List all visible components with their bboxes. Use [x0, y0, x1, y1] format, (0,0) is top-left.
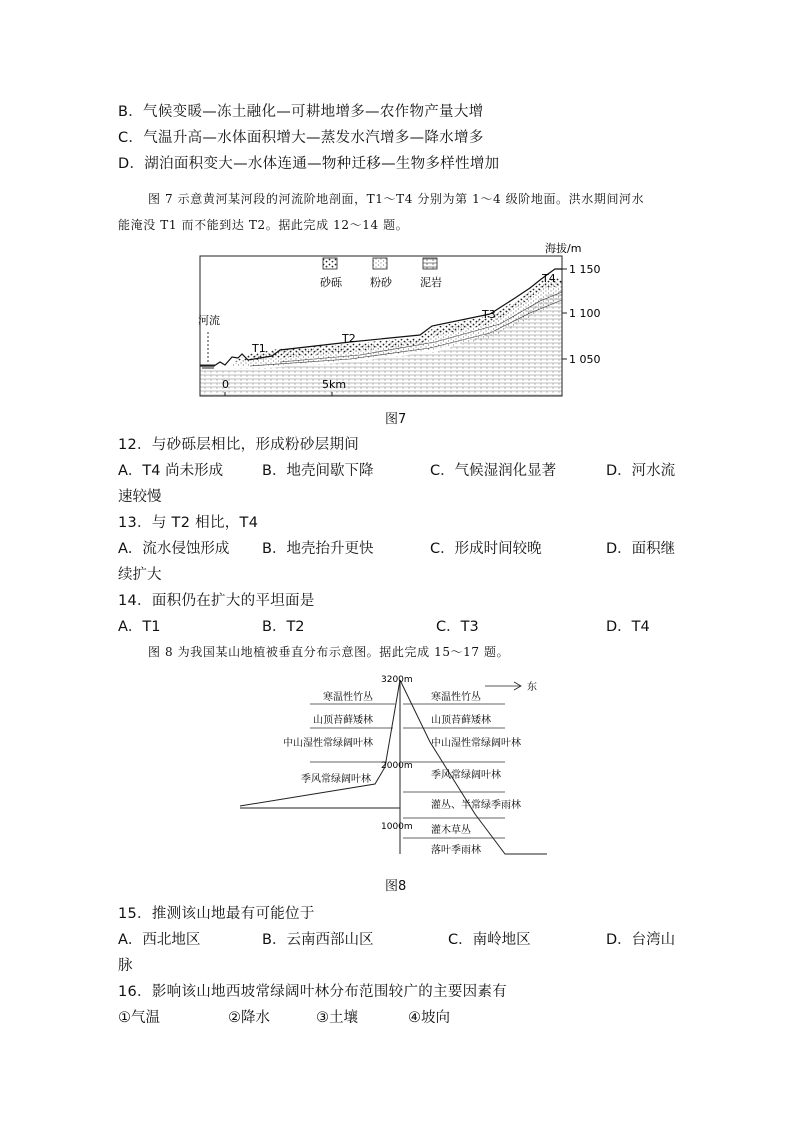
q12-stem: 12．与砂砾层相比，形成粉砂层期间 [118, 437, 360, 453]
q13-option-d: D．面积继 [606, 541, 676, 557]
q13-option-b: B．地壳抬升更快 [262, 541, 374, 557]
q15-stem: 15．推测该山地最有可能位于 [118, 906, 315, 922]
legend-mudstone-swatch [423, 258, 437, 269]
q14-option-a: A．T1 [118, 619, 161, 635]
q14-option-d: D．T4 [606, 619, 650, 635]
terrace-t1-label: T1 [252, 342, 266, 355]
q11-option-b: B．气候变暖—冻土融化—可耕地增多—农作物产量大增 [118, 104, 484, 120]
q12-option-d-cont: 速较慢 [118, 489, 162, 505]
terrace-t2-label: T2 [342, 332, 356, 345]
q12-option-a: A．T4 尚未形成 [118, 463, 224, 479]
figure-8-vertical-vegetation [235, 672, 555, 862]
q14-stem: 14．面积仍在扩大的平坦面是 [118, 593, 315, 609]
legend-silt-swatch [373, 258, 387, 269]
q15-option-d-cont: 脉 [118, 958, 133, 974]
legend-mudstone-label: 泥岩 [420, 276, 442, 289]
q13-stem: 13．与 T2 相比，T4 [118, 515, 259, 531]
legend-gravel-label: 砂砾 [320, 276, 342, 289]
legend-silt-label: 粉砂 [370, 276, 392, 289]
east-zone-humid-broadleaf: 中山湿性常绿阔叶林 [431, 738, 521, 749]
west-zone-moss-forest: 山顶苔藓矮林 [313, 715, 373, 726]
q12-option-b: B．地壳间歇下降 [262, 463, 374, 479]
elevation-axis-title: 海拔/m [545, 242, 582, 255]
fig7-intro-line2: 能淹没 T1 而不能到达 T2。据此完成 12～14 题。 [118, 218, 409, 232]
fig8-caption: 图8 [385, 879, 407, 894]
elev-tick-1050: 1 050 [569, 353, 601, 366]
q16-item-2: ②降水 [228, 1010, 270, 1026]
q16-stem: 16．影响该山地西坡常绿阔叶林分布范围较广的主要因素有 [118, 984, 508, 1000]
q16-item-4: ④坡向 [408, 1010, 450, 1026]
legend-gravel-swatch [323, 258, 337, 269]
q12-option-c: C．气候湿润化显著 [430, 463, 557, 479]
east-zone-moss-forest: 山顶苔藓矮林 [431, 715, 491, 726]
low-elevation-label: 1000m [381, 822, 413, 832]
east-zone-shrub-grass: 灌木草丛 [431, 825, 471, 836]
west-zone-monsoon-broadleaf: 季风常绿阔叶林 [301, 774, 371, 785]
east-slope [400, 680, 547, 854]
q16-item-3: ③土壤 [316, 1010, 358, 1026]
mid-elevation-label: 2000m [381, 761, 413, 771]
q16-item-1: ①气温 [118, 1010, 160, 1026]
elev-tick-1150: 1 150 [569, 263, 601, 276]
x-tick-0: 0 [222, 378, 229, 391]
terrace-t3-label: T3 [482, 308, 496, 321]
q12-option-d: D．河水流 [606, 463, 676, 479]
east-zone-bamboo: 寒温性竹丛 [431, 692, 481, 703]
river-label: 河流 [198, 314, 220, 327]
fig8-intro: 图 8 为我国某山地植被垂直分布示意图。据此完成 15～17 题。 [148, 645, 510, 659]
peak-elevation-label: 3200m [381, 675, 413, 685]
q15-option-c: C．南岭地区 [448, 932, 531, 948]
q15-option-b: B．云南西部山区 [262, 932, 374, 948]
q13-option-d-cont: 续扩大 [118, 567, 162, 583]
q14-option-c: C．T3 [436, 619, 479, 635]
q14-option-b: B．T2 [262, 619, 305, 635]
west-zone-humid-broadleaf: 中山湿性常绿阔叶林 [283, 738, 373, 749]
q15-option-a: A．西北地区 [118, 932, 201, 948]
x-tick-5km: 5km [322, 378, 347, 391]
east-zone-deciduous-monsoon: 落叶季雨林 [431, 845, 481, 856]
q15-option-d: D．台湾山 [606, 932, 676, 948]
west-zone-bamboo: 寒温性竹丛 [323, 692, 373, 703]
q11-option-d: D．湖泊面积变大—水体连通—物种迁移—生物多样性增加 [118, 156, 500, 172]
q13-option-c: C．形成时间较晚 [430, 541, 542, 557]
figure-7-terrace-profile [190, 238, 610, 408]
q13-option-a: A．流水侵蚀形成 [118, 541, 230, 557]
fig7-caption: 图7 [385, 412, 407, 427]
terrace-t4-label: T4 [542, 272, 556, 285]
east-zone-monsoon-broadleaf: 季风常绿阔叶林 [431, 770, 501, 781]
q11-option-c: C．气温升高—水体面积增大—蒸发水汽增多—降水增多 [118, 130, 484, 146]
east-zone-shrub-monsoon: 灌丛、半常绿季雨林 [431, 800, 521, 811]
east-direction-label: 东 [527, 682, 537, 693]
fig7-intro-line1: 图 7 示意黄河某河段的河流阶地剖面，T1～T4 分别为第 1～4 级阶地面。洪水期间河水 [148, 192, 645, 206]
elev-tick-1100: 1 100 [569, 307, 601, 320]
